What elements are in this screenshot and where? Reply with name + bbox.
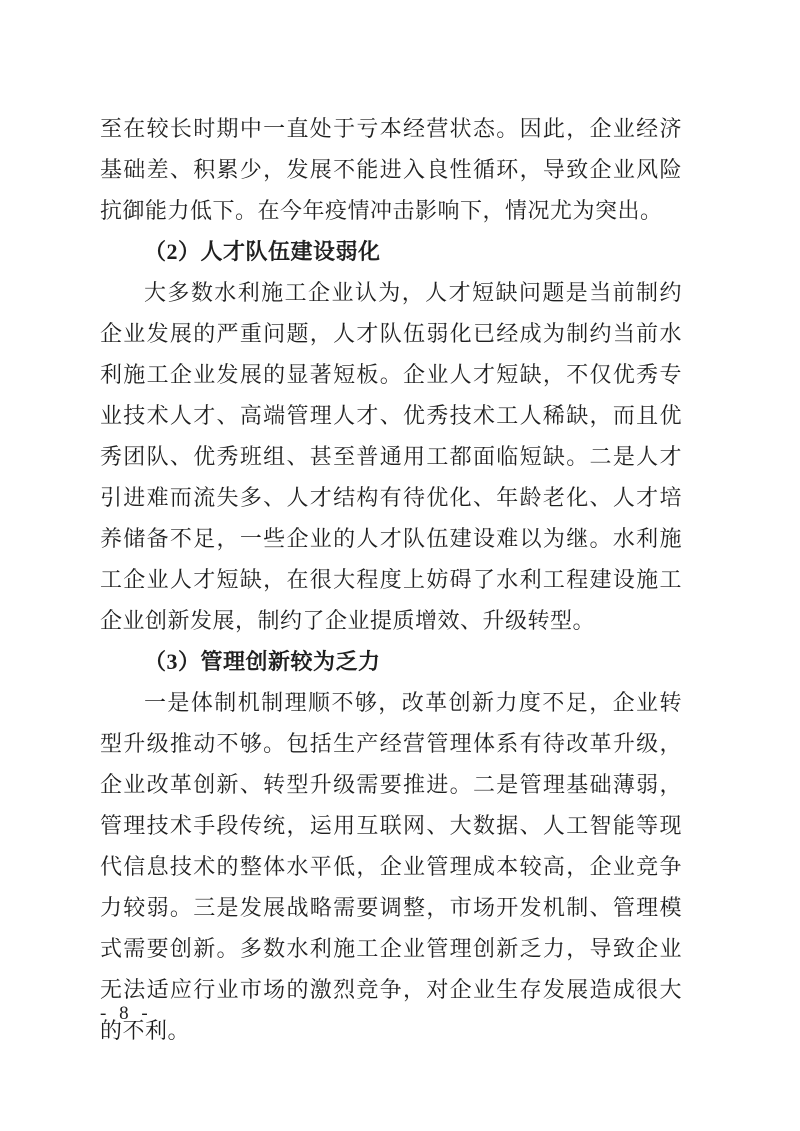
paragraph-continuation: 至在较长时期中一直处于亏本经营状态。因此，企业经济基础差、积累少，发展不能进入良性循环，导致企业风险抗御能力低下。在今年疫情冲击影响下，情况尤为突出。 bbox=[100, 116, 682, 223]
paragraph-talent-shortage: 大多数水利施工企业认为，人才短缺问题是当前制约企业发展的严重问题，人才队伍弱化已经成为制约当前水利施工企业发展的显著短板。企业人才短缺，不仅优秀专业技术人才、高端管理人才、优秀技术工人稀缺，而且优秀团队、优秀班组、甚至普通用工都面临短缺。二是人才引进难而流失多、人才结构有待优化、年龄老化、人才培养储备不足，一些企业的人才队伍建设难以为继。水利施工企业人才短缺，在很大程度上妨碍了水利工程建设施工企业创新发展，制约了企业提质增效、升级转型。 bbox=[100, 280, 682, 633]
section-heading-2: （2）人才队伍建设弱化 bbox=[144, 239, 381, 264]
section-heading-3: （3）管理创新较为乏力 bbox=[144, 649, 381, 674]
page-number: - 8 - bbox=[100, 1003, 152, 1024]
page-content bbox=[100, 108, 682, 1051]
paragraph-management-innovation: 一是体制机制理顺不够，改革创新力度不足，企业转型升级推动不够。包括生产经营管理体系有待改革升级，企业改革创新、转型升级需要推进。二是管理基础薄弱，管理技术手段传统，运用互联网、大数据、人工智能等现代信息技术的整体水平低，企业管理成本较高，企业竞争力较弱。三是发展战略需要调整，市场开发机制、管理模式需要创新。多数水利施工企业管理创新乏力，导致企业无法适应行业市场的激烈竞争，对企业生存发展造成很大的不利。 bbox=[100, 690, 682, 1043]
